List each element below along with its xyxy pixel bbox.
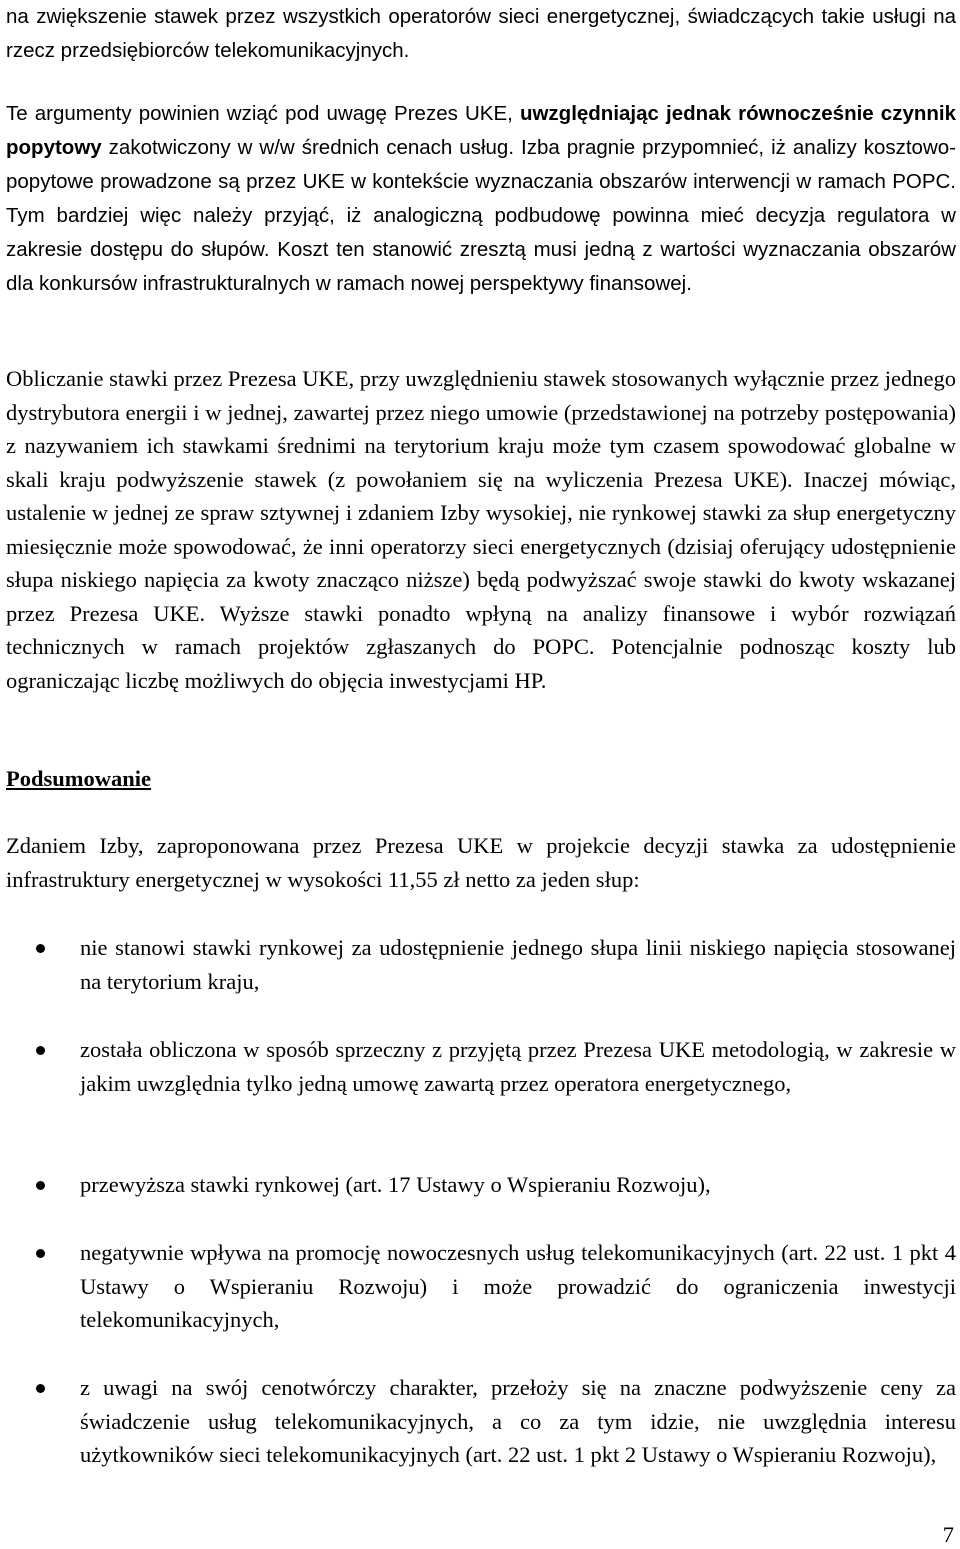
list-item-text: nie stanowi stawki rynkowej za udostępnienie jednego słupa linii niskiego napięcia stosowanej na terytorium kraju, (80, 935, 956, 994)
bullet-dot-icon (36, 1181, 45, 1190)
page-number: 7 (942, 1522, 954, 1547)
section-heading-summary: Podsumowanie (6, 766, 152, 791)
paragraph-calculation: Obliczanie stawki przez Prezesa UKE, przy uwzględnieniu stawek stosowanych wyłącznie przez jednego dystrybutora energii i w jednej, zawartej przez niego umowie (przedstawionej na potrzeby postępowania) z nazywaniem ich stawkami średnimi na terytorium kraju może tym czasem spowodować globalne w skali kraju podwyższenie stawek (z powołaniem się na wyliczenia Prezesa UKE). Inaczej mówiąc, ustalenie w jednej ze spraw sztywnej i zdaniem Izby wysokiej, nie rynkowej stawki za słup energetyczny miesięcznie może spowodować, że inni operatorzy sieci energetycznych (dzisiaj oferujący udostępnienie słupa niskiego napięcia za kwoty znacząco niższe) będą podwyższać swoje stawki do kwoty wskazanej przez Prezesa UKE. Wyższe stawki ponadto wpłyną na analizy finansowe i wybór rozwiązań technicznych w ramach projektów zgłaszanych do POPC. Potencjalnie podnosząc koszty lub ograniczając liczbę możliwych do objęcia inwestycjami HP. (6, 366, 956, 693)
paragraph-summary-intro: Zdaniem Izby, zaproponowana przez Prezesa UKE w projekcie decyzji stawka za udostępnienie infrastruktury energetycznej w wysokości 11,55 zł netto za jeden słup: (6, 833, 956, 892)
bullet-dot-icon (36, 1384, 45, 1393)
bullet-dot-icon (36, 944, 45, 953)
bullet-dot-icon (36, 1046, 45, 1055)
list-item-text: negatywnie wpływa na promocję nowoczesnych usług telekomunikacyjnych (art. 22 ust. 1 pkt 4 Ustawy o Wspieraniu Rozwoju) i może prowadzić do ograniczenia inwestycji telekomunikacyjnych, (80, 1240, 956, 1332)
paragraph-arguments-rest: zakotwiczony w w/w średnich cenach usług. Izba pragnie przypomnieć, iż analizy kosztowo-popytowe prowadzone są przez UKE w kontekście wyznaczania obszarów interwencji w ramach POPC. Tym bardziej więc należy przyjąć, iż analogiczną podbudowę powinna mieć decyzja regulatora w zakresie dostępu do słupów. Koszt ten stanowić zresztą musi jedną z wartości wyznaczania obszarów dla konkursów infrastrukturalnych w ramach nowej perspektywy finansowej. (6, 136, 956, 295)
paragraph-arguments-bold: uwzględniając jednak równocześnie czynnik popytowy (6, 102, 957, 159)
paragraph-arguments (6, 97, 956, 301)
list-item-text: z uwagi na swój cenotwórczy charakter, przełoży się na znaczne podwyższenie ceny za świadczenie usług telekomunikacyjnych, a co za tym idzie, nie uwzględnia interesu użytkowników sieci telekomunikacyjnych (art. 22 ust. 1 pkt 2 Ustawy o Wspieraniu Rozwoju), (80, 1375, 956, 1467)
list-item-text: została obliczona w sposób sprzeczny z przyjętą przez Prezesa UKE metodologią, w zakresie w jakim uwzględnia tylko jedną umowę zawartą przez operatora energetycznego, (80, 1037, 956, 1096)
paragraph-arguments-lead: Te argumenty powinien wziąć pod uwagę Prezes UKE, (6, 102, 520, 125)
bullet-dot-icon (36, 1249, 45, 1258)
list-item-text: przewyższa stawki rynkowej (art. 17 Ustawy o Wspieraniu Rozwoju), (80, 1172, 711, 1197)
paragraph-intro: na zwiększenie stawek przez wszystkich operatorów sieci energetycznej, świadczących takie usługi na rzecz przedsiębiorców telekomunikacyjnych. (6, 5, 956, 62)
